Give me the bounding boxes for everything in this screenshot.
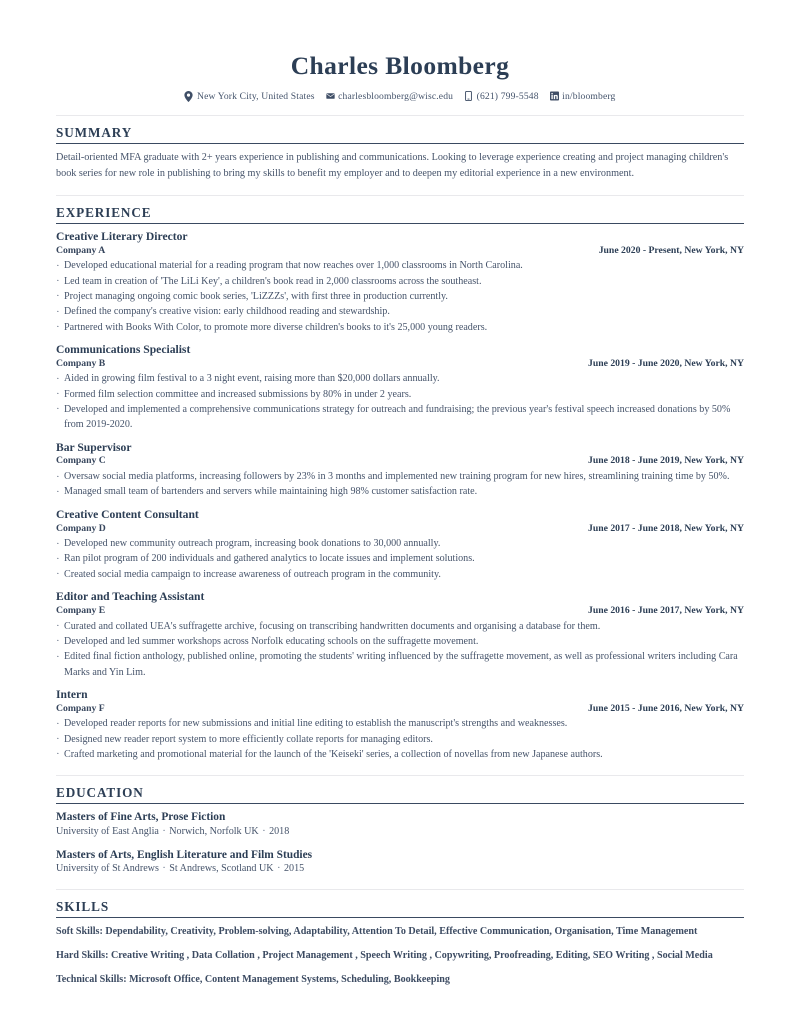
job-company: Company B — [56, 357, 106, 369]
job-company: Company D — [56, 522, 106, 534]
education-degree: Masters of Fine Arts, Prose Fiction — [56, 811, 226, 824]
contact-phone-text: (621) 799-5548 — [476, 90, 539, 102]
education-separator: · — [262, 825, 266, 837]
job-bullet: · Developed and led summer workshops across Norfolk educating schools on the suffragette movement. — [56, 634, 744, 649]
job-bullet: · Led team in creation of 'The LiLi Key', a children's book read in 2,000 classrooms across the southeast. — [56, 274, 744, 289]
section-separator — [56, 775, 744, 776]
skill-line-technical: Technical Skills: Microsoft Office, Content Management Systems, Scheduling, Bookkeeping — [56, 974, 450, 986]
contact-row — [56, 91, 744, 102]
education-year: 2015 — [283, 863, 305, 875]
section-title-skills: SKILLS — [56, 899, 744, 918]
job-bullet: · Curated and collated UEA's suffragette archive, focusing on transcribing handwritten documents and organising a database for them. — [56, 619, 744, 634]
job-meta — [56, 245, 744, 258]
education-separator: · — [162, 863, 166, 875]
education-details — [56, 825, 744, 839]
section-skills — [56, 889, 744, 987]
skill-line-hard: Hard Skills: Creative Writing , Data Collation , Project Management , Speech Writing , Copywriting, Proofreading, Editing, SEO Writing , Social Media — [56, 950, 713, 962]
job-bullet: · Formed film selection committee and increased submissions by 80% in under 2 years. — [56, 387, 744, 402]
section-experience — [56, 195, 744, 762]
education-separator: · — [162, 825, 166, 837]
education-separator: · — [277, 863, 281, 875]
experience-item — [56, 441, 744, 500]
education-location: St Andrews, Scotland UK — [169, 863, 274, 875]
job-bullet: · Created social media campaign to increase awareness of outreach program in the community. — [56, 567, 744, 582]
job-meta — [56, 605, 744, 618]
job-meta — [56, 455, 744, 468]
summary-text: Detail-oriented MFA graduate with 2+ years experience in publishing and communications. Looking to leverage experience creating and project managing children's book series for new role in publishing to bring my skills to benefit my employer and to deepen my editorial experience in a new environment. — [56, 151, 729, 179]
job-bullets — [56, 371, 744, 432]
job-daterange: June 2016 - June 2017, New York, NY — [588, 604, 744, 616]
mobile-phone-icon — [464, 91, 473, 101]
section-title-experience: EXPERIENCE — [56, 205, 744, 224]
job-title: Creative Content Consultant — [56, 507, 199, 521]
education-school: University of East Anglia — [56, 825, 159, 837]
summary-body — [56, 150, 744, 182]
job-daterange: June 2018 - June 2019, New York, NY — [588, 455, 744, 467]
job-bullet: · Developed educational material for a reading program that now reaches over 1,000 classrooms in North Carolina. — [56, 258, 744, 273]
job-title: Editor and Teaching Assistant — [56, 590, 205, 604]
contact-phone — [464, 91, 539, 102]
education-degree: Masters of Arts, English Literature and Film Studies — [56, 848, 313, 861]
job-bullet: · Developed new community outreach program, increasing book donations to 30,000 annually. — [56, 536, 744, 551]
job-daterange: June 2019 - June 2020, New York, NY — [588, 357, 744, 369]
job-bullet: · Project managing ongoing comic book series, 'LiZZZs', with first three in production currently. — [56, 289, 744, 304]
job-meta — [56, 358, 744, 371]
job-bullet: · Aided in growing film festival to a 3 night event, raising more than $20,000 dollars annually. — [56, 371, 744, 386]
education-details — [56, 862, 744, 876]
education-year: 2018 — [269, 825, 290, 837]
contact-linkedin-text: in/bloomberg — [562, 90, 616, 102]
job-bullet: · Designed new reader report system to more efficiently collate reports for managing editors. — [56, 732, 744, 747]
education-school: University of St Andrews — [56, 863, 159, 875]
job-daterange: June 2020 - Present, New York, NY — [598, 244, 744, 256]
linkedin-icon — [550, 91, 559, 101]
section-separator — [56, 889, 744, 890]
skills-list — [56, 924, 744, 987]
job-daterange: June 2015 - June 2016, New York, NY — [588, 702, 744, 714]
job-company: Company A — [56, 244, 106, 256]
experience-item — [56, 590, 744, 680]
job-company: Company F — [56, 702, 105, 714]
section-education — [56, 775, 744, 876]
job-bullet: · Managed small team of bartenders and servers while maintaining high 98% customer satisfaction rate. — [56, 484, 744, 499]
job-title: Intern — [56, 687, 88, 701]
job-bullets — [56, 258, 744, 335]
education-location: Norwich, Norfolk UK — [169, 825, 259, 837]
contact-location — [184, 91, 314, 102]
section-title-summary: SUMMARY — [56, 125, 744, 144]
job-bullets — [56, 469, 744, 500]
section-separator — [56, 115, 744, 116]
education-item — [56, 810, 744, 838]
section-summary — [56, 115, 744, 182]
contact-email — [326, 91, 453, 102]
job-title: Communications Specialist — [56, 342, 191, 356]
job-bullet: · Oversaw social media platforms, increasing followers by 23% in 3 months and implemented new training program for new hires, streamlining training time by 50%. — [56, 469, 744, 484]
job-bullets — [56, 619, 744, 680]
job-bullet: · Ran pilot program of 200 individuals and gathered analytics to locate issues and implement solutions. — [56, 551, 744, 566]
contact-location-text: New York City, United States — [196, 90, 315, 102]
job-company: Company E — [56, 604, 106, 616]
contact-email-text: charlesbloomberg@wisc.edu — [338, 90, 454, 102]
job-bullet: · Crafted marketing and promotional material for the launch of the 'Keiseki' series, a collection of novellas from new Japanese authors. — [56, 747, 744, 762]
experience-item — [56, 688, 744, 762]
job-title: Bar Supervisor — [56, 440, 132, 454]
education-list — [56, 810, 744, 876]
education-item — [56, 848, 744, 876]
job-bullet: · Partnered with Books With Color, to promote more diverse children's books to it's 25,000 young readers. — [56, 320, 744, 335]
section-separator — [56, 195, 744, 196]
job-bullets — [56, 716, 744, 762]
experience-item — [56, 230, 744, 335]
section-title-education: EDUCATION — [56, 785, 744, 804]
page-title: Charles Bloomberg — [290, 51, 510, 80]
job-meta — [56, 523, 744, 536]
experience-item — [56, 343, 744, 433]
job-bullet: · Developed reader reports for new submissions and initial line editing to establish the manuscript's strengths and weaknesses. — [56, 716, 744, 731]
job-meta — [56, 703, 744, 716]
job-bullet: · Edited final fiction anthology, published online, promoting the students' writing influenced by the suffragette movement, as well as professional writers including Cara Marks and Yin Lim. — [56, 649, 744, 680]
job-bullet: · Developed and implemented a comprehensive communications strategy for outreach and fundraising; the previous year's festival speech increased donations by 50% from 2019-2020. — [56, 402, 744, 433]
contact-linkedin — [550, 91, 616, 102]
location-pin-icon — [184, 91, 193, 101]
job-bullets — [56, 536, 744, 582]
envelope-icon — [326, 91, 335, 101]
job-bullet: · Defined the company's creative vision: early childhood reading and stewardship. — [56, 304, 744, 319]
experience-item — [56, 508, 744, 582]
skill-line-soft: Soft Skills: Dependability, Creativity, Problem-solving, Adaptability, Attention To Detail, Effective Communication, Organisation, Time Management — [56, 925, 698, 937]
job-title: Creative Literary Director — [56, 229, 188, 243]
experience-list — [56, 230, 744, 763]
job-company: Company C — [56, 455, 106, 467]
resume-header — [56, 50, 744, 102]
job-daterange: June 2017 - June 2018, New York, NY — [588, 522, 744, 534]
